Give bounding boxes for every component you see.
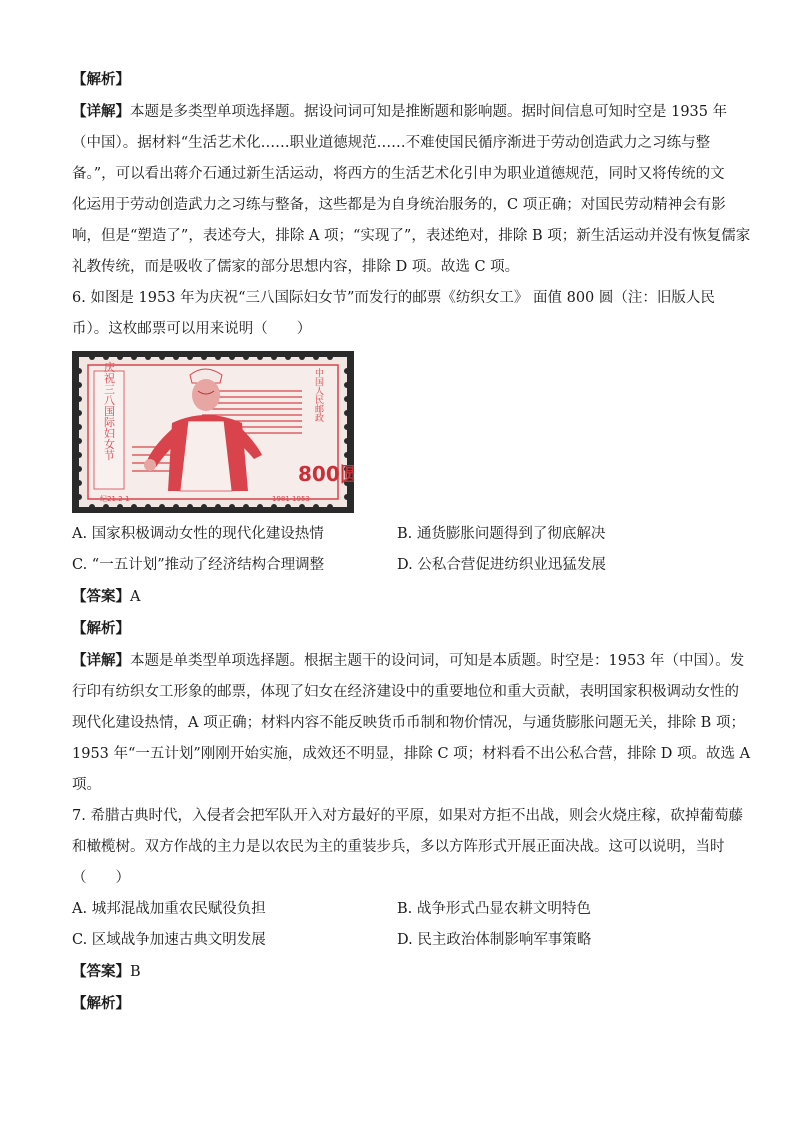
q6-option-c[interactable]: C. “一五计划”推动了经济结构合理调整 — [72, 557, 325, 573]
q6-stem-line-1: 6. 如图是 1953 年为庆祝“三八国际妇女节”而发行的邮票《纺织女工》 面值 800 圆（注：旧版人民 — [72, 290, 715, 306]
q5-detail-line-1: 【详解】本题是多类型单项选择题。据设问词可知是推断题和影响题。据时间信息可知时空是 1935 年 — [72, 103, 728, 120]
q6-detail-line-1: 【详解】本题是单类型单项选择题。根据主题干的设问词，可知是本质题。时空是：1953 年（中国）。发 — [72, 652, 745, 669]
q6-option-a[interactable]: A. 国家积极调动女性的现代化建设热情 — [72, 526, 324, 542]
q7-analysis-heading: 【解析】 — [72, 995, 130, 1012]
q6-detail-line-5: 项。 — [72, 777, 101, 793]
textile-worker-stamp — [72, 351, 724, 517]
q7-stem-line-2: 和橄榄树。双方作战的主力是以农民为主的重装步兵，多以方阵形式开展正面决战。这可以说明，当时 — [72, 839, 725, 855]
q6-analysis-heading: 【解析】 — [72, 620, 130, 637]
q7-stem-line-1: 7. 希腊古典时代，入侵者会把军队开入对方最好的平原，如果对方拒不出战，则会火烧庄稼，砍掉葡萄藤 — [72, 808, 743, 824]
q5-detail-line-5: 响，但是“塑造了”，表述夸大，排除 A 项；“实现了”，表述绝对，排除 B 项；新生活运动并没有恢复儒家 — [72, 228, 751, 244]
q5-detail-line-3: 备。”，可以看出蒋介石通过新生活运动，将西方的生活艺术化引申为职业道德规范，同时又将传统的文 — [72, 166, 725, 182]
stamp-left-text: 庆祝三八国际妇女节 — [102, 361, 116, 461]
q5-detail-line-6: 礼教传统，而是吸收了儒家的部分思想内容，排除 D 项。故选 C 项。 — [72, 259, 520, 275]
stamp-bottom-left: 纪21.2-1 — [100, 495, 130, 503]
q7-stem-line-3: （ ） — [72, 870, 130, 886]
q7-option-a[interactable]: A. 城邦混战加重农民赋役负担 — [72, 901, 266, 917]
q7-option-c[interactable]: C. 区域战争加速古典文明发展 — [72, 932, 266, 948]
q6-option-b[interactable]: B. 通货膨胀问题得到了彻底解决 — [397, 526, 606, 542]
q7-option-b[interactable]: B. 战争形式凸显农耕文明特色 — [397, 901, 591, 917]
stamp-value: 800圆 — [298, 462, 354, 486]
stamp-image — [72, 351, 354, 513]
q7-options-row-2 — [72, 925, 724, 956]
q5-detail-line-4: 化运用于劳动创造武力之习练与整备，这些都是为自身统治服务的，C 项正确；对国民劳动精神会有影 — [72, 197, 726, 213]
stamp-bottom-right: 1981 1953 — [272, 495, 310, 503]
q6-options-row-1 — [72, 519, 724, 550]
q6-detail-line-3: 现代化建设热情，A 项正确；材料内容不能反映货币币制和物价情况，与通货膨胀问题无关，排除 B 项； — [72, 715, 745, 731]
q6-option-d[interactable]: D. 公私合营促进纺织业迅猛发展 — [397, 557, 606, 573]
q7-options-row-1 — [72, 894, 724, 925]
q6-stem-line-2: 币）。这枚邮票可以用来说明（ ） — [72, 321, 312, 337]
stamp-right-text: 中国人民邮政 — [313, 368, 323, 422]
q5-detail-line-2: （中国）。据材料“生活艺术化……职业道德规范……不难使国民循序渐进于劳动创造武力之习练与整 — [72, 135, 711, 151]
q7-option-d[interactable]: D. 民主政治体制影响军事策略 — [397, 932, 592, 948]
q6-options-row-2 — [72, 550, 724, 581]
q6-detail-line-4: 1953 年“一五计划”刚刚开始实施，成效还不明显，排除 C 项；材料看不出公私合营，排除 D 项。故选 A — [72, 746, 751, 762]
q5-analysis-heading: 【解析】 — [72, 71, 130, 88]
document-page — [72, 64, 751, 1020]
q6-detail-line-2: 行印有纺织女工形象的邮票，体现了妇女在经济建设中的重要地位和重大贡献，表明国家积极调动女性的 — [72, 684, 739, 700]
q6-answer: 【答案】A — [72, 588, 141, 605]
q7-answer: 【答案】B — [72, 963, 141, 980]
